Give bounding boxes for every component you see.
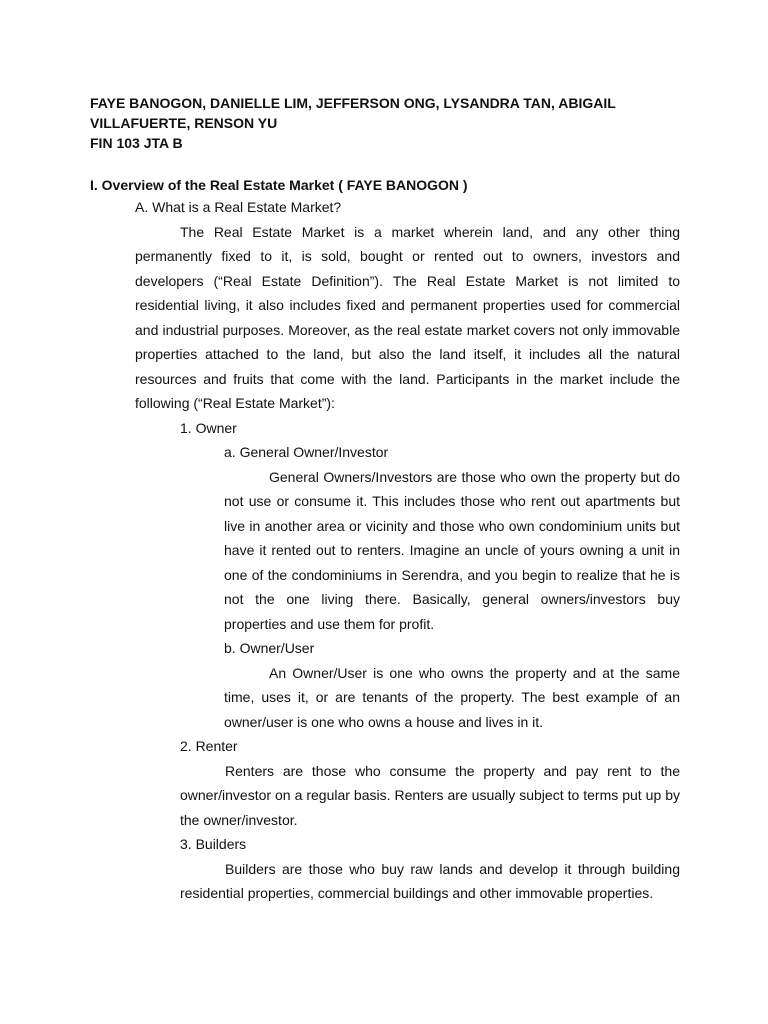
subheading-what-is: A. What is a Real Estate Market? — [135, 199, 342, 215]
owner-user-heading: b. Owner/User — [224, 640, 315, 656]
builders-heading: 3. Builders — [180, 836, 247, 852]
owner-heading: 1. Owner — [180, 419, 237, 436]
author-line-1: FAYE BANOGON, DANIELLE LIM, JEFFERSON ONG, LYSANDRA TAN, ABIGAIL — [90, 95, 616, 111]
general-owner-heading: a. General Owner/Investor — [224, 444, 389, 460]
document-body — [90, 93, 680, 906]
renter-paragraph: Renters are those who consume the property and pay rent to the owner/investor on a regular basis. Renters are usually subject to terms put up by the owner/investor. — [180, 762, 680, 828]
intro-paragraph: The Real Estate Market is a market wherein land, and any other thing permanently fixed to it, is sold, bought or rented out to owners, investors and developers (“Real Estate Definition”). The Real Estate Market is not limited to residential living, it also includes fixed and permanent properties used for commercial and industrial purposes. Moreover, as the real estate market covers not only immovable properties attached to the land, but also the land itself, it includes all the natural resources and fruits that come with the land. Participants in the market include the following (“Real Estate Market”): — [135, 223, 680, 411]
author-line-2: VILLAFUERTE, RENSON YU — [90, 115, 278, 131]
owner-user-paragraph: An Owner/User is one who owns the property and at the same time, uses it, or are tenants of the property. The best example of an owner/user is one who owns a house and lives in it. — [224, 664, 680, 730]
renter-heading: 2. Renter — [180, 738, 238, 754]
general-owner-paragraph: General Owners/Investors are those who own the property but do not use or consume it. This includes those who rent out apartments but live in another area or vicinity and those who own condominium units but have it rented out to renters. Imagine an uncle of yours owning a unit in one of the condominiums in Serendra, and you begin to realize that he is not the one living there. Basically, general owners/investors buy properties and use them for profit. — [224, 468, 680, 632]
section-title: I. Overview of the Real Estate Market ( FAYE BANOGON ) — [90, 177, 468, 193]
builders-paragraph: Builders are those who buy raw lands and develop it through building residential properties, commercial buildings and other immovable properties. — [180, 860, 680, 901]
course-code: FIN 103 JTA B — [90, 135, 183, 151]
